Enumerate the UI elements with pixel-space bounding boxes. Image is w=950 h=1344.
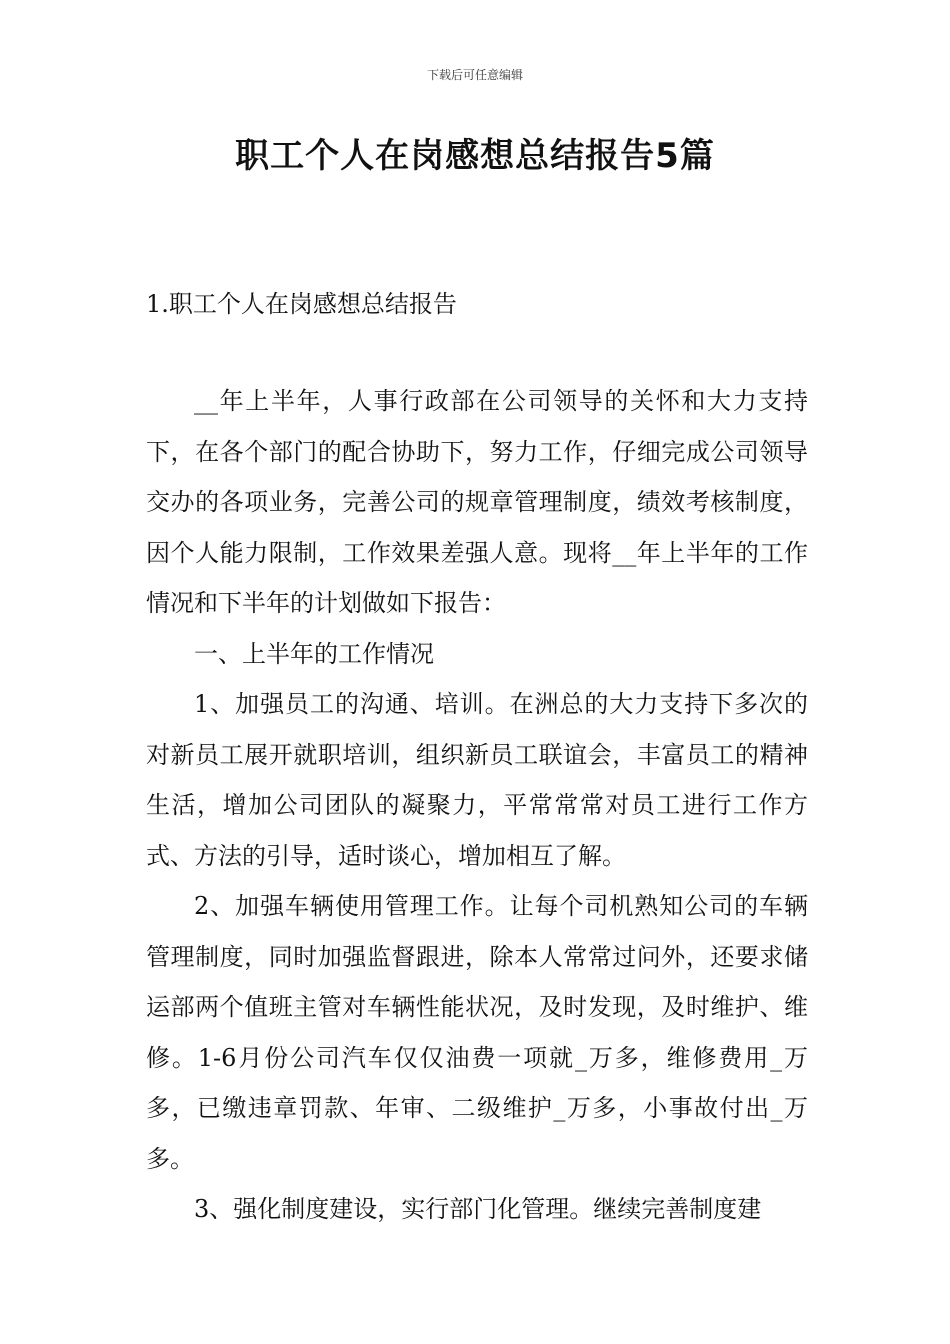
paragraph: 1、加强员工的沟通、培训。在洲总的大力支持下多次的对新员工展开就职培训，组织新员工联谊会，丰富员工的精神生活，增加公司团队的凝聚力，平常常常对员工进行工作方式、方法的引导，适时谈心，增加相互了解。 [146,690,808,870]
paragraph: 2、加强车辆使用管理工作。让每个司机熟知公司的车辆管理制度，同时加强监督跟进，除本人常常过问外，还要求储运部两个值班主管对车辆性能状况，及时发现，及时维护、维修。1-6月份公司汽车仅仅油费一项就_万多，维修费用_万多，已缴违章罚款、年审、二级维护_万多，小事故付出_万多。 [146,892,808,1173]
paragraph: 3、强化制度建设，实行部门化管理。继续完善制度建 [194,1195,762,1223]
body-text [146,376,808,1235]
paragraph: __年上半年，人事行政部在公司领导的关怀和大力支持下，在各个部门的配合协助下，努力工作，仔细完成公司领导交办的各项业务，完善公司的规章管理制度，绩效考核制度，因个人能力限制，工作效果差强人意。现将__年上半年的工作情况和下半年的计划做如下报告： [146,387,808,617]
section-heading: 1.职工个人在岗感想总结报告 [146,290,457,318]
document-title: 职工个人在岗感想总结报告5篇 [235,136,715,176]
header-note: 下载后可任意编辑 [426,68,523,82]
paragraph: 一、上半年的工作情况 [194,639,434,668]
